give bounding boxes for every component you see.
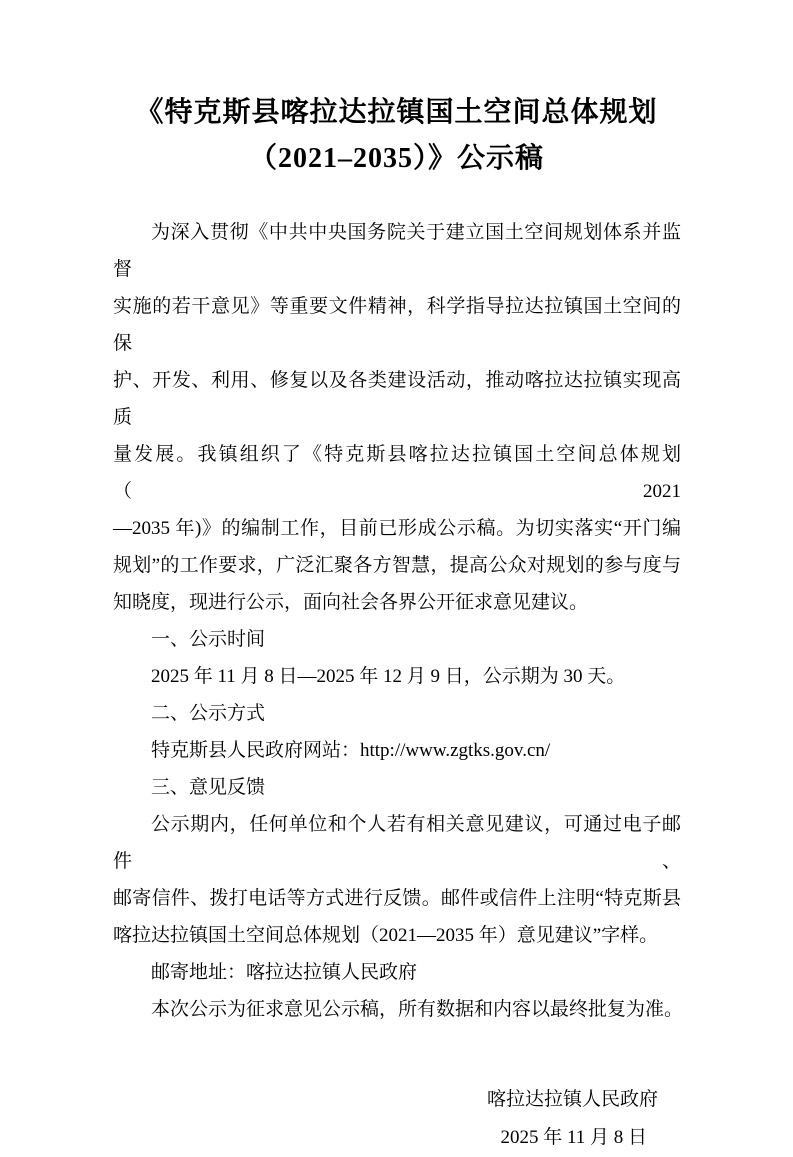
- paragraph-line: 为深入贯彻《中共中央国务院关于建立国土空间规划体系并监督: [113, 222, 681, 280]
- paragraph-line: 护、开发、利用、修复以及各类建设活动，推动喀拉达拉镇实现高质: [113, 370, 681, 428]
- document-title: [0, 90, 793, 182]
- paragraph-line: 知晓度，现进行公示，面向社会各界公开征求意见建议。: [113, 592, 589, 613]
- title-line-1: 《特克斯县喀拉达拉镇国土空间总体规划: [135, 97, 658, 128]
- mailing-address-line: 邮寄地址：喀拉达拉镇人民政府: [151, 962, 418, 983]
- paragraph-line: 实施的若干意见》等重要文件精神，科学指导拉达拉镇国土空间的保: [113, 296, 681, 354]
- section-heading-2: 二、公示方式: [151, 703, 266, 724]
- paragraph-line: 公示期内，任何单位和个人若有相关意见建议，可通过电子邮件、: [113, 814, 681, 872]
- paragraph-line: 喀拉达拉镇国土空间总体规划（2021—2035 年）意见建议”字样。: [113, 925, 659, 946]
- section-heading-1: 一、公示时间: [151, 629, 266, 650]
- paragraph-line: 邮寄信件、拨打电话等方式进行反馈。邮件或信件上注明“特克斯县: [113, 888, 681, 909]
- signature-date: 2025 年 11 月 8 日: [500, 1127, 647, 1148]
- paragraph-line: —2035 年)》的编制工作，目前已形成公示稿。为切实落实“开门编: [113, 518, 681, 539]
- paragraph-line: 量发展。我镇组织了《特克斯县喀拉达拉镇国土空间总体规划（2021: [113, 444, 681, 502]
- signature-block: [0, 1081, 680, 1157]
- section-heading-3: 三、意见反馈: [151, 777, 266, 798]
- title-line-2: （2021–2035）》公示稿: [248, 143, 544, 174]
- notice-period-line: 2025 年 11 月 8 日—2025 年 12 月 9 日，公示期为 30 天。: [151, 666, 626, 687]
- disclaimer-line: 本次公示为征求意见公示稿，所有数据和内容以最终批复为准。: [151, 999, 684, 1020]
- signature-organization: 喀拉达拉镇人民政府: [486, 1089, 658, 1110]
- website-line: 特克斯县人民政府网站：http://www.zgtks.gov.cn/: [151, 740, 551, 761]
- paragraph-line: 规划”的工作要求，广泛汇聚各方智慧，提高公众对规划的参与度与: [113, 555, 681, 576]
- document-body: [113, 214, 684, 1028]
